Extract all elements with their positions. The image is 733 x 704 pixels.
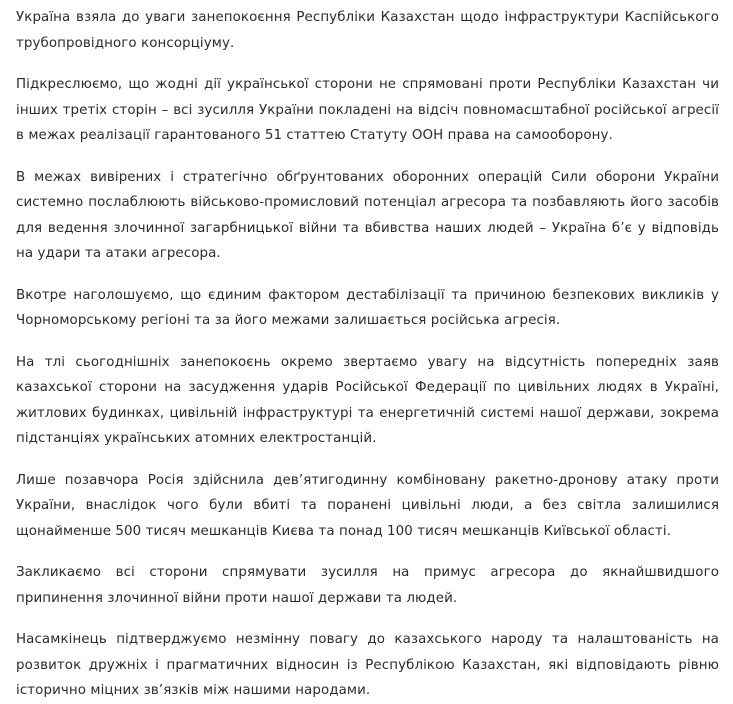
paragraph-defense-operations: В межах вивірених і стратегічно обґрунтованих оборонних операцій Сили оборони України системно послаблюють військово-промисловий потенціал агресора та позбавляють його засобів для ведення злочинної загарбницької війни та вбивства наших людей – Україна б’є у відповідь на удари та атаки агресора. bbox=[16, 169, 719, 261]
paragraph-self-defense: Підкреслюємо, що жодні дії української сторони не спрямовані проти Республіки Казахстан чи інших третіх сторін – всі зусилля України покладені на відсіч повномасштабної російської агресії в межах реалізації гарантованого 51 статтею Статуту ООН права на самооборону. bbox=[16, 77, 719, 143]
paragraph-lack-of-condemnation: На тлі сьогоднішніх занепокоєнь окремо звертаємо увагу на відсутність попередніх заяв казахської сторони на засудження ударів Російської Федерації по цивільних людях в Україні, житлових будинках, цивільній інфраструктурі та енергетичній системі нашої держави, зокрема підстанціях українських атомних електростанцій. bbox=[16, 354, 719, 446]
paragraph-destabilization: Вкотре наголошуємо, що єдиним фактором дестабілізації та причиною безпекових викликів у Чорноморському регіоні та за його межами залишається російська агресія. bbox=[16, 287, 719, 328]
paragraph-closing: Насамкінець підтверджуємо незмінну повагу до казахського народу та налаштованість на розвиток дружніх і прагматичних відносин із Республікою Казахстан, які відповідають рівню історично міцних зв’язків між нашими народами. bbox=[16, 632, 719, 698]
paragraph-acknowledgement: Україна взяла до уваги занепокоєння Республіки Казахстан щодо інфраструктури Каспійського трубопровідного консорціуму. bbox=[16, 10, 719, 51]
paragraph-recent-attack: Лише позавчора Росія здійснила дев’ятигодинну комбіновану ракетно-дронову атаку проти України, внаслідок чого були вбиті та поранені цивільні люди, а без світла залишилися щонайменше 500 тисяч мешканців Києва та понад 100 тисяч мешканців Київської області. bbox=[16, 472, 719, 539]
paragraph-call-to-action: Закликаємо всі сторони спрямувати зусилля на примус агресора до якнайшвидшого припинення злочинної війни проти нашої держави та людей. bbox=[16, 565, 719, 606]
